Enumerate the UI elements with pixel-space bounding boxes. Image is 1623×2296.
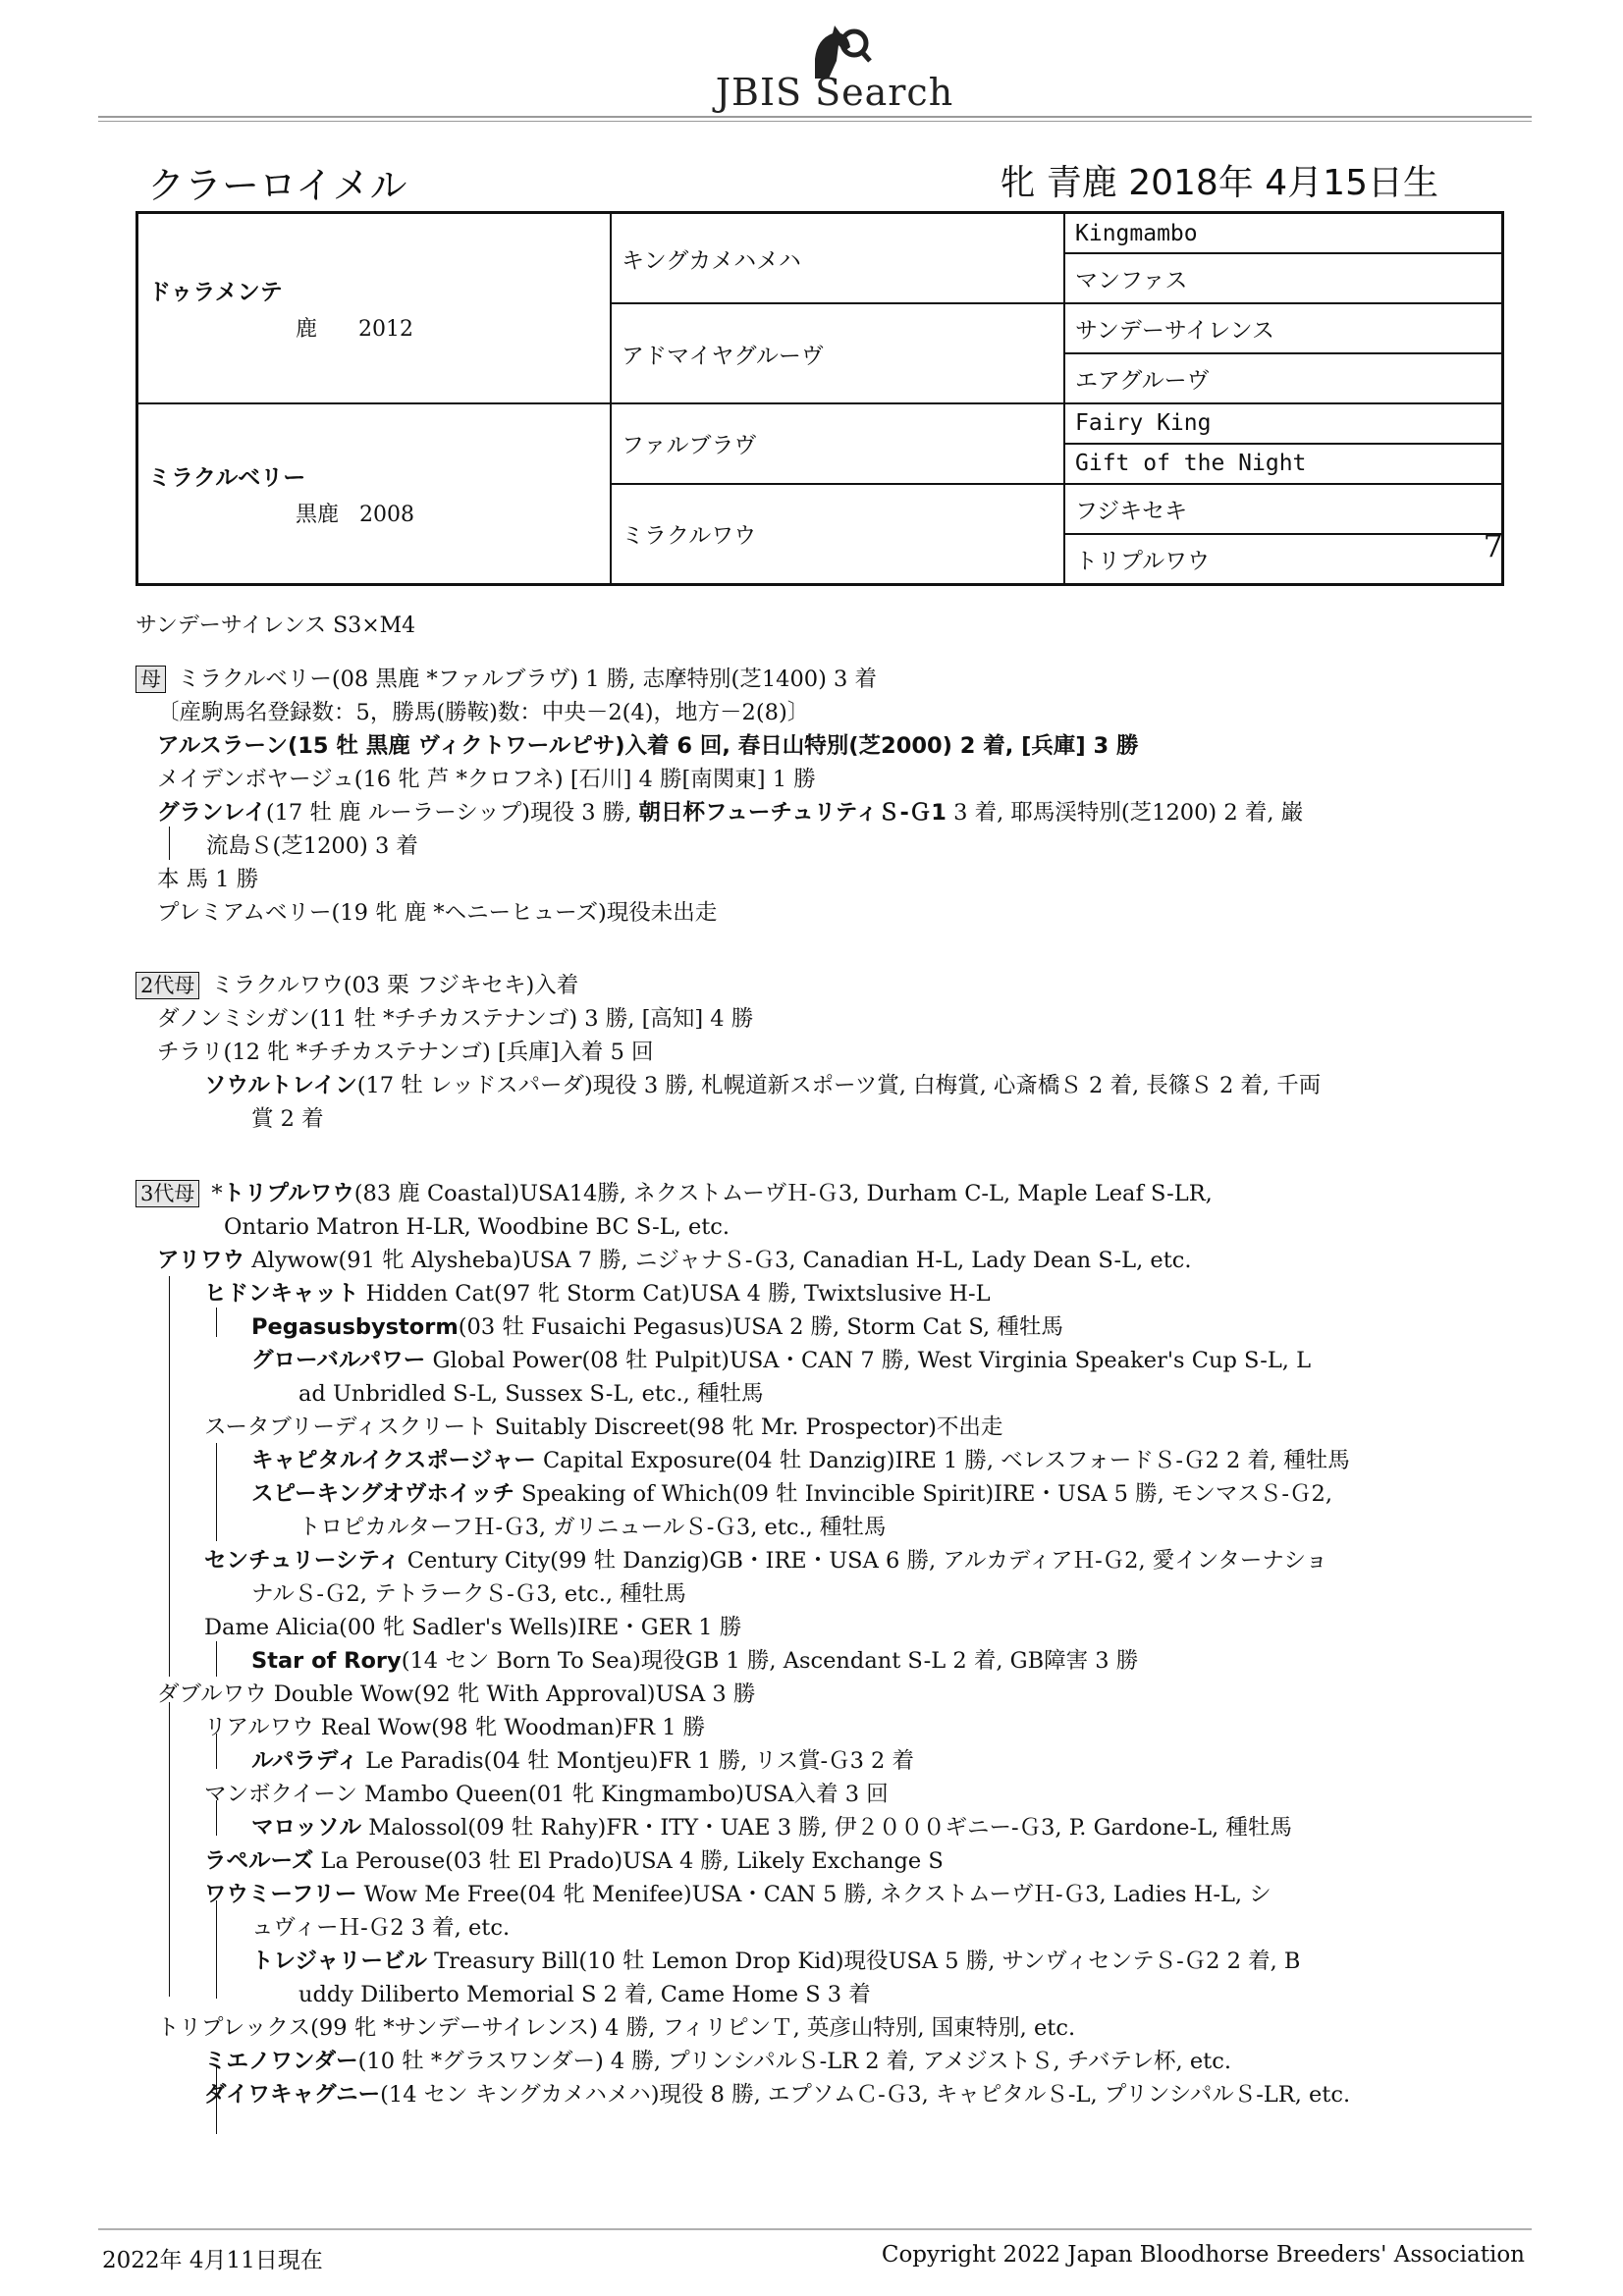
produce-item: ダイワキャグニー(14 セン キングカメハメハ)現役 8 勝, エプソムＣ-Ｇ3, キャピタルＳ-L, プリンシパルＳ-LR, etc. — [204, 2082, 1351, 2108]
produce-item: メイデンボヤージュ(16 牝 芦 *クロフネ) [石川] 4 勝[南関東] 1 勝 — [157, 767, 816, 792]
sire-cell — [137, 213, 612, 404]
produce-item-cont: ナルＳ-Ｇ2, テトラークＳ-Ｇ3, etc., 種牡馬 — [251, 1581, 686, 1607]
tree-line — [169, 1276, 170, 1677]
produce-item: グローバルパワー Global Power(08 牡 Pulpit)USA・CAN 7 勝, West Virginia Speaker's Cup S-L, L — [251, 1348, 1312, 1373]
gen3-cell: Gift of the Night — [1064, 444, 1503, 484]
footer-rule — [98, 2228, 1532, 2230]
section-label-third-dam: 3代母 — [135, 1180, 199, 1207]
gen3-cell: マンファス — [1064, 253, 1503, 303]
produce-item-cont: uddy Diliberto Memorial S 2 着, Came Home S 3 着 — [298, 1982, 871, 2007]
gen3-cell: Fairy King — [1064, 403, 1503, 444]
gen3-cell — [1064, 526, 1503, 585]
sire-name: ドゥラメンテ — [148, 280, 283, 306]
dam-name: ミラクルベリー — [148, 465, 306, 492]
header-rule — [98, 116, 1532, 118]
produce-item: ダノンミシガン(11 牡 *チチカステナンゴ) 3 勝, [高知] 4 勝 — [157, 1006, 754, 1032]
produce-item: トレジャリービル Treasury Bill(10 牡 Lemon Drop Kid)現役USA 5 勝, サンヴィセンテＳ-Ｇ2 2 着, B — [251, 1949, 1301, 1974]
gen2-cell: ファルブラヴ — [611, 403, 1064, 484]
gen3-cell: エアグルーヴ — [1064, 353, 1503, 403]
footer-date: 2022年 4月11日現在 — [102, 2248, 323, 2273]
horse-info: 牝 青鹿 2018年 4月15日生 — [1000, 163, 1438, 203]
dam-color: 黒鹿 — [296, 503, 340, 528]
produce-item: ダブルワウ Double Wow(92 牝 With Approval)USA 3 勝 — [157, 1682, 756, 1707]
produce-item: ソウルトレイン(17 牡 レッドスパーダ)現役 3 勝, 札幌道新スポーツ賞, 白梅賞, 心斎橋Ｓ 2 着, 長篠Ｓ 2 着, 千両 — [204, 1073, 1322, 1098]
tree-line — [216, 1641, 217, 1677]
section-label-second-dam: 2代母 — [135, 972, 199, 999]
produce-item: リアルワウ Real Wow(98 牝 Woodman)FR 1 勝 — [204, 1715, 706, 1740]
gen2-cell: アドマイヤグルーヴ — [611, 303, 1064, 403]
gen3-cell: フジキセキ — [1064, 484, 1503, 534]
inbreeding-note: サンデーサイレンス S3×M4 — [135, 614, 416, 638]
produce-item-self: 本 馬 1 勝 — [157, 867, 259, 892]
produce-item-cont: 賞 2 着 — [251, 1106, 324, 1132]
produce-item: Pegasusbystorm(03 牡 Fusaichi Pegasus)USA 2 勝, Storm Cat S, 種牡馬 — [251, 1314, 1063, 1340]
tree-line — [169, 1702, 170, 1997]
gen2-cell: ミラクルワウ — [611, 484, 1064, 585]
horse-name: クラーロイメル — [147, 164, 407, 207]
produce-item-cont: トロピカルターフＨ-Ｇ3, ガリニュールＳ-Ｇ3, etc., 種牡馬 — [298, 1515, 887, 1540]
produce-item: グランレイ(17 牡 鹿 ルーラーシップ)現役 3 勝, 朝日杯フューチュリティＳ-Ｇ1 3 着, 耶馬渓特別(芝1200) 2 着, 巌 — [157, 800, 1304, 826]
second-dam-line: 2代母 ミラクルワウ(03 栗 フジキセキ)入着 — [135, 970, 578, 1001]
produce-item: アリワウ Alywow(91 牝 Alysheba)USA 7 勝, ニジャナＳ-Ｇ3, Canadian H-L, Lady Dean S-L, etc. — [157, 1248, 1192, 1273]
gen3-cell: Kingmambo — [1064, 213, 1503, 254]
produce-item-cont: ュヴィーＨ-Ｇ2 3 着, etc. — [251, 1915, 511, 1941]
gen2-cell: キングカメハメハ — [611, 213, 1064, 304]
produce-item: プレミアムベリー(19 牝 鹿 *ヘニーヒューズ)現役未出走 — [157, 900, 718, 926]
produce-item: トリプレックス(99 牝 *サンデーサイレンス) 4 勝, フィリピンＴ, 英彦山特別, 国東特別, etc. — [157, 2015, 1076, 2041]
produce-item: ラペルーズ La Perouse(03 牡 El Prado)USA 4 勝, Likely Exchange S — [204, 1848, 944, 1874]
produce-item: ミエノワンダー(10 牡 *グラスワンダー) 4 勝, プリンシパルＳ-LR 2 着, アメジストＳ, チバテレ杯, etc. — [204, 2049, 1231, 2074]
third-dam-line: 3代母 *トリプルワウ(83 鹿 Coastal)USA14勝, ネクストムーヴＨ-Ｇ3, Durham C-L, Maple Leaf S-LR, — [135, 1178, 1213, 1209]
produce-item: Star of Rory(14 セン Born To Sea)現役GB 1 勝, Ascendant S-L 2 着, GB障害 3 勝 — [251, 1648, 1139, 1674]
produce-summary: 〔産駒馬名登録数：5，勝馬(勝鞍)数：中央－2(4)，地方－2(8)〕 — [157, 700, 810, 725]
produce-item: ワウミーフリー Wow Me Free(04 牝 Menifee)USA・CAN 5 勝, ネクストムーヴＨ-Ｇ3, Ladies H-L, シ — [204, 1882, 1271, 1907]
produce-item-cont: 流島Ｓ(芝1200) 3 着 — [206, 833, 418, 859]
dam-line: 母 ミラクルベリー(08 黒鹿 *ファルブラヴ) 1 勝, 志摩特別(芝1400) 3 着 — [135, 664, 877, 695]
gen3-cell: サンデーサイレンス — [1064, 303, 1503, 353]
produce-item: アルスラーン(15 牡 黒鹿 ヴィクトワールピサ)入着 6 回, 春日山特別(芝2000) 2 着, [兵庫] 3 勝 — [157, 733, 1139, 759]
header-rule-thin — [98, 121, 1532, 122]
produce-item: チラリ(12 牝 *チチカステナンゴ) [兵庫]入着 5 回 — [157, 1040, 654, 1065]
tree-line — [216, 1900, 217, 1999]
gen3-name: トリプルワウ — [1075, 548, 1211, 574]
produce-item-cont: ad Unbridled S-L, Sussex S-L, etc., 種牡馬 — [298, 1381, 764, 1407]
produce-item: センチュリーシティ Century City(99 牡 Danzig)GB・IRE・USA 6 勝, アルカディアＨ-Ｇ2, 愛インターナショ — [204, 1548, 1327, 1574]
tree-line — [169, 827, 170, 860]
produce-item: ヒドンキャット Hidden Cat(97 牝 Storm Cat)USA 4 勝, Twixtslusive H-L — [204, 1281, 991, 1307]
logo-text: JBIS Search — [715, 71, 954, 114]
sire-color: 鹿 — [296, 317, 318, 343]
sire-year: 2012 — [357, 317, 413, 343]
family-number: 7 — [1483, 526, 1503, 564]
produce-item: Dame Alicia(00 牝 Sadler's Wells)IRE・GER 1 勝 — [204, 1615, 742, 1640]
jbis-logo — [707, 22, 962, 114]
produce-item: キャピタルイクスポージャー Capital Exposure(04 牡 Danzig)IRE 1 勝, ベレスフォードＳ-Ｇ2 2 着, 種牡馬 — [251, 1448, 1350, 1473]
tree-line — [216, 1443, 217, 1541]
produce-item: マロッソル Malossol(09 牡 Rahy)FR・ITY・UAE 3 勝, 伊２０００ギニー-Ｇ3, P. Gardone-L, 種牡馬 — [251, 1815, 1292, 1841]
tree-line — [216, 1308, 217, 1337]
produce-item: マンボクイーン Mambo Queen(01 牝 Kingmambo)USA入着 3 回 — [204, 1782, 889, 1807]
dam-cell — [137, 403, 612, 584]
dam-year: 2008 — [359, 503, 414, 528]
section-label-dam: 母 — [135, 666, 166, 693]
third-dam-cont: Ontario Matron H-LR, Woodbine BC S-L, etc. — [224, 1214, 730, 1240]
produce-item: スピーキングオヴホイッチ Speaking of Which(09 牡 Invincible Spirit)IRE・USA 5 勝, モンマスＳ-Ｇ2, — [251, 1481, 1333, 1507]
produce-item: ルパラディ Le Paradis(04 牡 Montjeu)FR 1 勝, リス賞-Ｇ3 2 着 — [251, 1748, 915, 1774]
produce-item: スータブリーディスクリート Suitably Discreet(98 牝 Mr. Prospector)不出走 — [204, 1415, 1003, 1440]
pedigree-table — [135, 211, 1504, 586]
footer-copyright: Copyright 2022 Japan Bloodhorse Breeders' Association — [881, 2242, 1525, 2268]
